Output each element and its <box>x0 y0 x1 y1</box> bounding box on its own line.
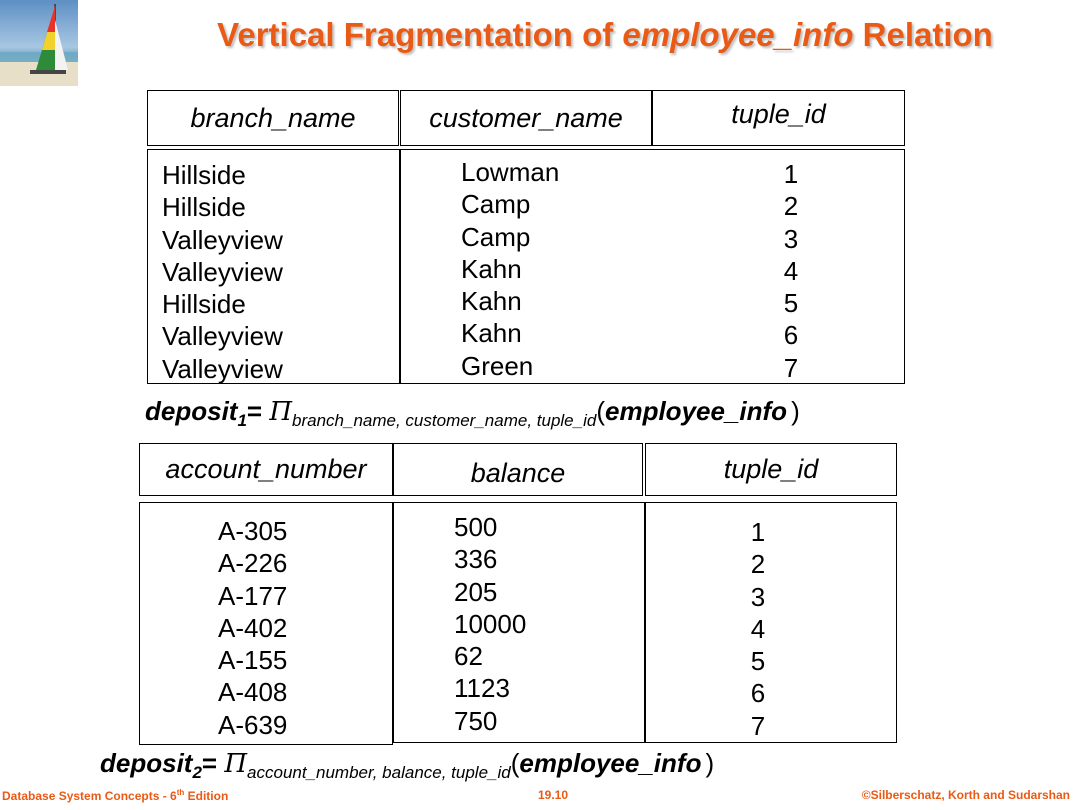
table-cell: 6 <box>783 320 799 351</box>
table-cell: 1 <box>783 159 799 189</box>
formula-open-paren: ( <box>596 396 605 426</box>
table-cell: 336 <box>454 544 498 575</box>
title-suffix: Relation <box>853 16 993 53</box>
table-cell: Kahn <box>461 318 522 349</box>
projection-attributes: account_number, balance, tuple_id <box>247 763 511 783</box>
table2-header-tuple-id <box>645 443 897 496</box>
title-relation: employee_info <box>622 16 854 53</box>
table2-header-label: account_number <box>165 454 367 484</box>
table-cell: 7 <box>783 352 799 383</box>
table-cell: 6 <box>750 678 766 709</box>
formula-deposit2 <box>100 748 714 783</box>
table-cell: Hillside <box>162 160 246 190</box>
title-prefix: Vertical Fragmentation of <box>217 16 623 53</box>
table-cell: A-226 <box>218 548 288 579</box>
footer-edition-text: Edition <box>184 789 229 803</box>
formula-lhs-sub: 2 <box>192 763 202 783</box>
formula-lhs-sub: 1 <box>237 411 247 431</box>
table2-header-label: balance <box>470 458 566 488</box>
table1-header-label: customer_name <box>429 102 623 133</box>
table-cell: Valleyview <box>162 224 283 255</box>
formula-relation: employee_info <box>519 748 702 778</box>
table-cell: Camp <box>461 221 531 252</box>
table-cell: 2 <box>750 549 766 580</box>
table2-col-balance <box>393 502 645 743</box>
footer-page-number: 19.10 <box>538 788 569 802</box>
table-cell: 62 <box>454 641 483 672</box>
table1-col-customer-name <box>400 149 905 384</box>
projection-attributes: branch_name, customer_name, tuple_id <box>292 411 597 431</box>
table-cell: 3 <box>750 581 766 612</box>
footer-book-title <box>2 788 228 803</box>
formula-relation: employee_info <box>605 396 788 426</box>
page-title <box>0 16 1080 54</box>
table2-col-account-number <box>139 502 393 745</box>
formula-lhs: deposit <box>145 396 238 426</box>
footer-copyright: ©Silberschatz, Korth and Sudarshan <box>861 788 1070 802</box>
table1-header-branch-name <box>147 90 399 146</box>
table1-col-branch-name <box>147 149 400 384</box>
table-cell: 10000 <box>454 608 527 639</box>
table2-header-account-number <box>139 443 393 496</box>
formula-lhs: deposit <box>100 748 193 778</box>
table-cell: A-402 <box>218 612 288 643</box>
table-cell: 7 <box>750 710 766 741</box>
table2-col-tuple-id <box>645 502 897 743</box>
table-cell: Green <box>461 350 534 381</box>
table-cell: A-408 <box>218 677 288 708</box>
projection-symbol: Π <box>224 749 248 779</box>
formula-deposit1 <box>145 396 800 431</box>
table-cell: A-177 <box>218 580 288 611</box>
table-cell: A-305 <box>218 516 288 546</box>
table-cell: 5 <box>783 288 799 319</box>
table-cell: 5 <box>750 646 766 677</box>
table1-header-customer-name <box>400 90 652 146</box>
table-cell: Valleyview <box>162 353 283 384</box>
table-cell: 4 <box>750 613 766 644</box>
table-cell: A-639 <box>218 709 288 740</box>
formula-open-paren: ( <box>510 748 520 778</box>
table-cell: 1 <box>750 517 766 547</box>
table-cell: 1123 <box>454 673 510 704</box>
table1-header-label: branch_name <box>190 102 356 133</box>
table-cell: 205 <box>454 576 498 607</box>
table-cell: Camp <box>461 189 531 220</box>
formula-close-paren: ) <box>791 396 800 426</box>
table-cell: Hillside <box>162 192 246 223</box>
formula-close-paren: ) <box>705 748 715 778</box>
table-cell: 4 <box>783 255 799 286</box>
table1-header-label: tuple_id <box>731 98 826 129</box>
formula-eq: = <box>201 748 218 778</box>
footer-book-title-text: Database System Concepts - 6 <box>2 789 177 803</box>
table-cell: Kahn <box>461 286 522 317</box>
formula-eq: = <box>246 396 263 426</box>
table-cell: 500 <box>454 512 498 542</box>
table-cell: 750 <box>454 705 498 736</box>
table-cell: 3 <box>783 223 799 254</box>
table2-header-balance <box>393 443 643 496</box>
projection-symbol: Π <box>269 397 293 427</box>
table2-header-label: tuple_id <box>723 454 819 484</box>
table-cell: 2 <box>783 191 799 222</box>
table-cell: Hillside <box>162 289 246 320</box>
table1-header-tuple-id <box>652 90 905 146</box>
footer-edition-sup: th <box>176 788 185 797</box>
table-cell: Kahn <box>461 253 522 284</box>
table-cell: Valleyview <box>162 321 283 352</box>
table-cell: Valleyview <box>162 256 283 287</box>
table-cell: A-155 <box>218 645 288 676</box>
table-cell: Lowman <box>461 157 560 187</box>
